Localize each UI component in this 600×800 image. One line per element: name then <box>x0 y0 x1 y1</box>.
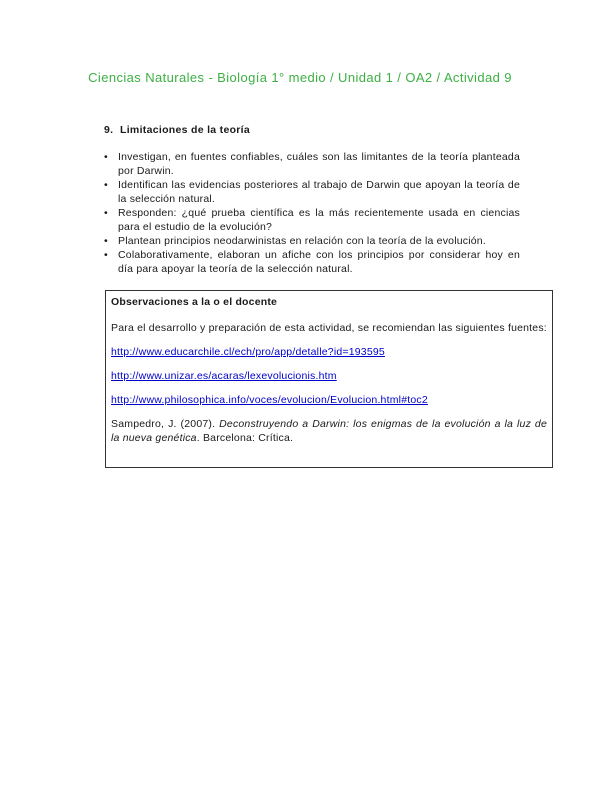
section-title: Limitaciones de la teoría <box>120 124 251 136</box>
source-link[interactable]: http://www.unizar.es/acaras/lexevolucionis.htm <box>111 370 337 382</box>
page-header-breadcrumb: Ciencias Naturales - Biología 1° medio / Unidad 1 / OA2 / Actividad 9 <box>88 70 512 85</box>
list-item: • Investigan, en fuentes confiables, cuáles son las limitantes de la teoría planteada por Darwin. <box>104 150 520 178</box>
list-item: • Colaborativamente, elaboran un afiche con los principios por considerar hoy en día para apoyar la teoría de la selección natural. <box>104 248 520 276</box>
section-number: 9. <box>104 124 114 136</box>
reference-title: Deconstruyendo a Darwin: los enigmas de la evolución a la luz de la nueva genética <box>111 418 548 444</box>
observations-intro: Para el desarrollo y preparación de esta actividad, se recomiendan las siguientes fuentes: <box>111 322 547 334</box>
bibliographic-reference <box>111 417 547 445</box>
list-item: • Responden: ¿qué prueba científica es la más recientemente usada en ciencias para el estudio de la evolución? <box>104 206 520 234</box>
list-item: • Plantean principios neodarwinistas en relación con la teoría de la evolución. <box>104 234 520 248</box>
section-heading <box>104 124 250 136</box>
reference-author: Sampedro, J. (2007). <box>111 418 220 430</box>
observations-title: Observaciones a la o el docente <box>111 296 278 308</box>
source-link[interactable]: http://www.educarchile.cl/ech/pro/app/detalle?id=193595 <box>111 346 385 358</box>
teacher-observations-box <box>105 290 553 468</box>
list-item: • Identifican las evidencias posteriores al trabajo de Darwin que apoyan la teoría de la selección natural. <box>104 178 520 206</box>
activity-list <box>104 150 520 276</box>
source-link[interactable]: http://www.philosophica.info/voces/evolucion/Evolucion.html#toc2 <box>111 394 428 406</box>
reference-publisher: . Barcelona: Crítica. <box>196 432 294 444</box>
